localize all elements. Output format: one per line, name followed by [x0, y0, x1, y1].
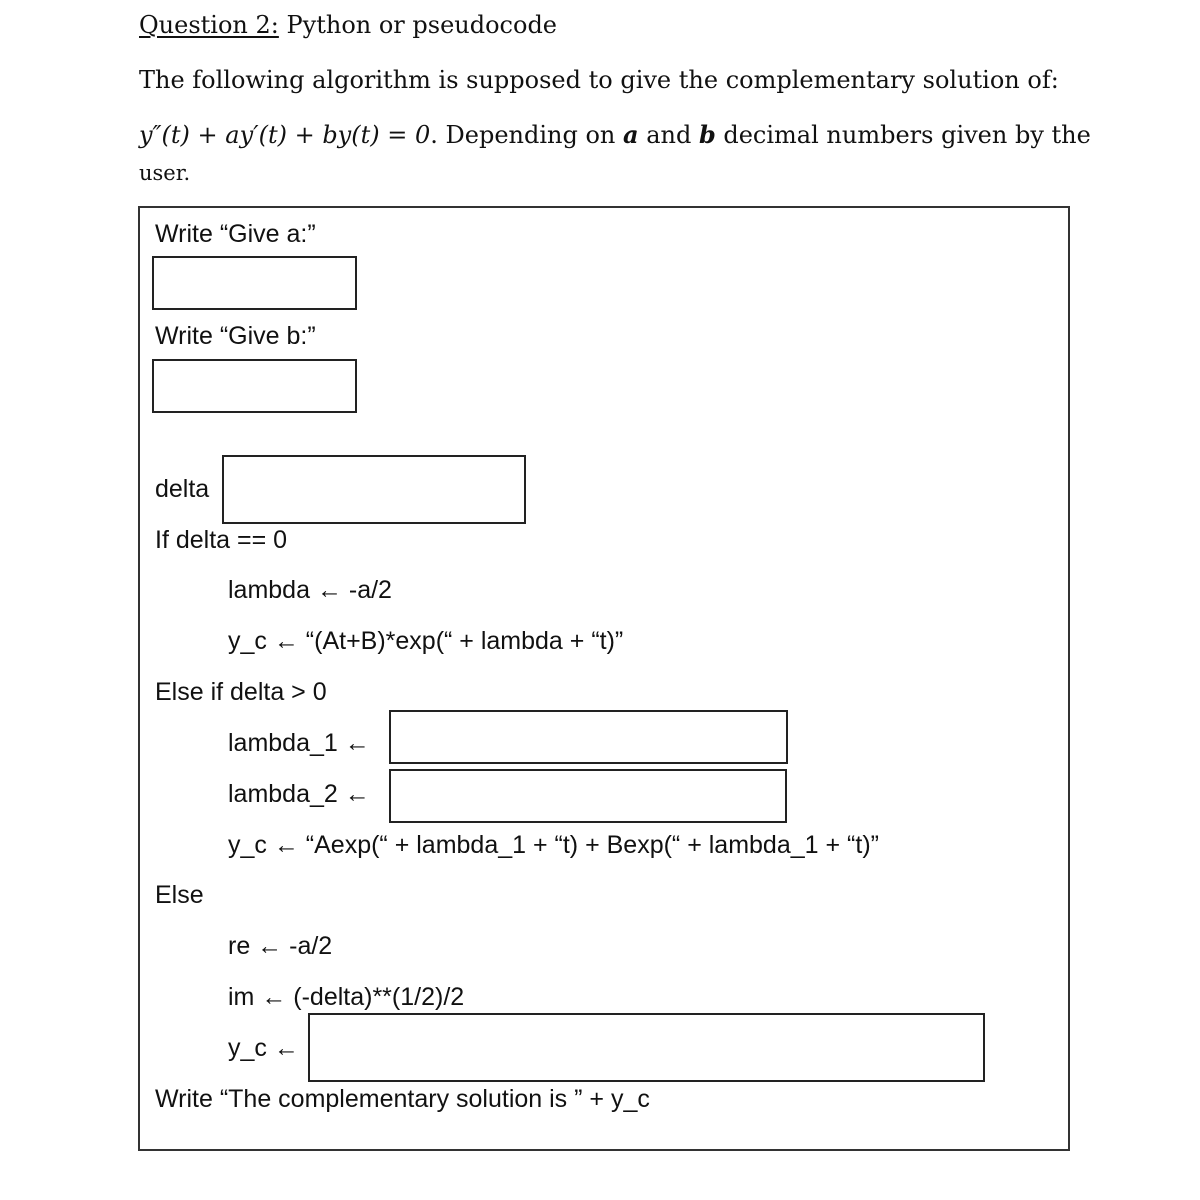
question-label: Question 2:: [139, 11, 279, 39]
lambda-assign: lambda ← -a/2: [228, 576, 392, 604]
intro-text: The following algorithm is supposed to give the complementary solution of:: [139, 66, 1059, 94]
lambda1-blank[interactable]: [389, 710, 788, 764]
question-heading: [139, 10, 557, 40]
delta-blank[interactable]: [222, 455, 526, 524]
yc-complex-label: y_c ←: [228, 1034, 299, 1062]
lambda2-label: lambda_2 ←: [228, 780, 370, 808]
and-text: and: [638, 121, 699, 149]
else-label: Else: [155, 881, 204, 909]
question-title: Python or pseudocode: [278, 11, 558, 39]
re-assign: re ← -a/2: [228, 932, 333, 960]
yc-repeated-root: y_c ← “(At+B)*exp(“ + lambda + “t)”: [228, 627, 624, 655]
equation-continuation: . Depending on: [430, 121, 623, 149]
write-give-b: Write “Give b:”: [155, 322, 316, 350]
equation-line: [139, 120, 1091, 150]
lambda1-label: lambda_1 ←: [228, 729, 370, 757]
if-delta-zero: If delta == 0: [155, 526, 288, 554]
yc-complex-blank[interactable]: [308, 1013, 985, 1082]
else-if-delta-positive: Else if delta > 0: [155, 678, 327, 706]
equation-tail: decimal numbers given by the: [715, 121, 1091, 149]
variable-a: a: [623, 120, 639, 149]
input-a-blank[interactable]: [152, 256, 357, 310]
input-b-blank[interactable]: [152, 359, 357, 413]
im-assign: im ← (-delta)**(1/2)/2: [228, 983, 465, 1011]
differential-equation: y″(t) + ay′(t) + by(t) = 0: [139, 121, 431, 149]
user-text: user.: [139, 161, 191, 185]
yc-distinct-roots: y_c ← “Aexp(“ + lambda_1 + “t) + Bexp(“ + lambda_1 + “t)”: [228, 831, 879, 859]
delta-label: delta: [155, 475, 210, 503]
write-give-a: Write “Give a:”: [155, 220, 316, 248]
variable-b: b: [698, 120, 716, 149]
write-result: Write “The complementary solution is ” + y_c: [155, 1085, 650, 1113]
lambda2-blank[interactable]: [389, 769, 787, 823]
